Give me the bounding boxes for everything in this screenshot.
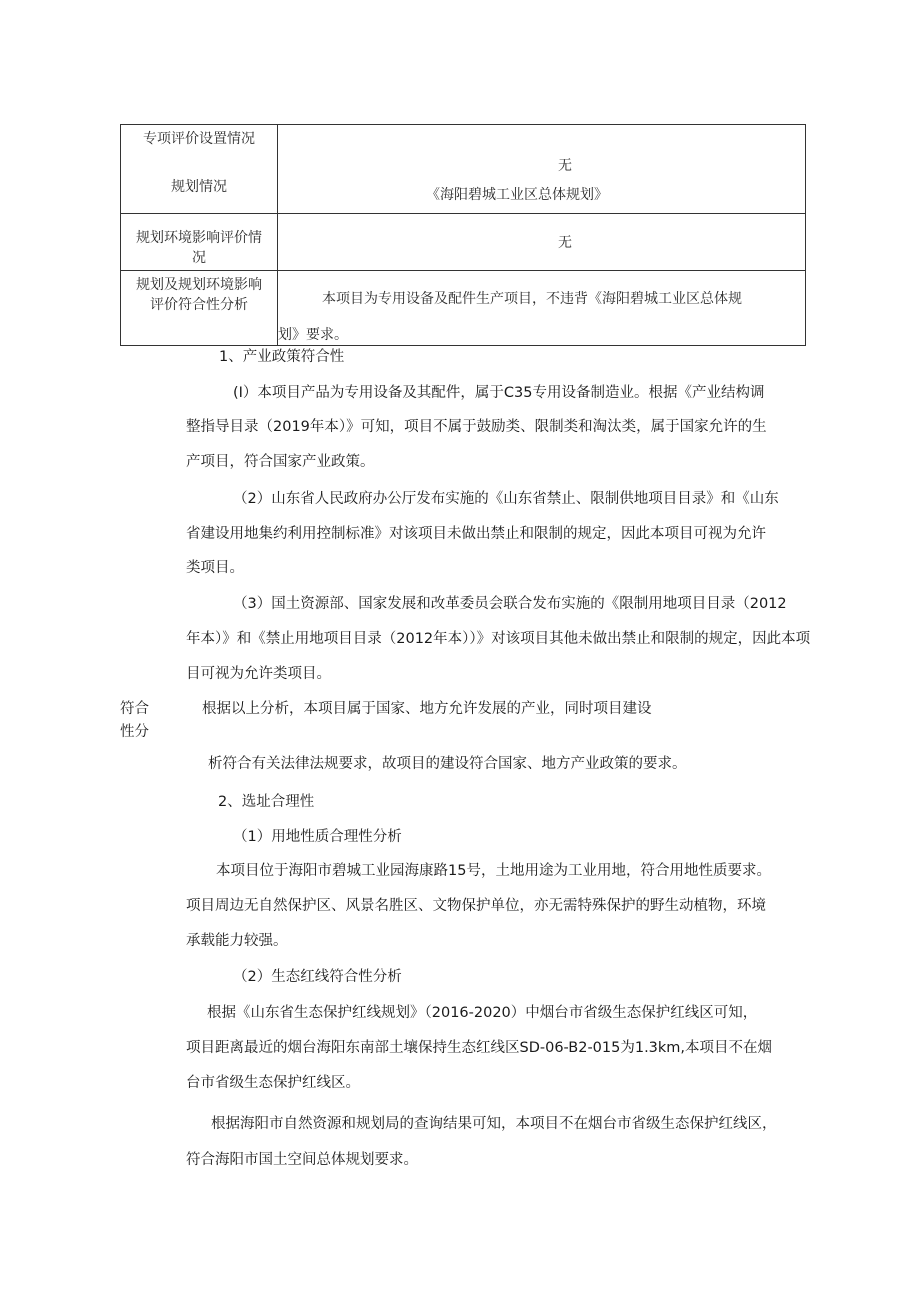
paragraph-line: （3）国土资源部、国家发展和改革委员会联合发布实施的《限制用地项目目录（2012 [233,596,787,612]
paragraph-line: 本项目位于海阳市碧城工业园海康路15号，土地用途为工业用地，符合用地性质要求。 [216,863,771,879]
label-plan-eia-l1: 规划环境影响评价情 [136,230,262,246]
row-label-cell [121,214,278,271]
paragraph-line: 根据《山东省生态保护红线规划》（2016-2020）中烟台市省级生态保护红线区可知， [207,1005,758,1021]
paragraph-line: 整指导目录（2019年本）》可知，项目不属于鼓励类、限制类和淘汰类，属于国家允许的生 [186,419,767,435]
subsection-heading-land-use: （1）用地性质合理性分析 [233,829,402,845]
table-row [121,125,806,214]
subsection-heading-ecological-redline: （2）生态红线符合性分析 [233,969,402,985]
paragraph-line: 根据海阳市自然资源和规划局的查询结果可知，本项目不在烟台市省级生态保护红线区， [211,1116,777,1132]
paragraph-line: 项目周边无自然保护区、风景名胜区、文物保护单位，亦无需特殊保护的野生动植物，环境 [186,898,766,914]
paragraph-line: 类项目。 [186,560,244,576]
row-value-cell [278,214,806,271]
paragraph-line: 省建设用地集约利用控制标准》对该项目未做出禁止和限制的规定，因此本项目可视为允许 [186,526,766,542]
section-heading-site-selection: 2、选址合理性 [218,794,315,810]
paragraph-line: 符合海阳市国土空间总体规划要求。 [186,1152,418,1168]
row-label-cell [121,271,278,346]
label-compliance-l1: 规划及规划环境影响 [136,277,262,293]
paragraph-line: (I）本项目产品为专用设备及其配件，属于C35专用设备制造业。根据《产业结构调 [233,385,765,401]
value-plan-eia: 无 [558,235,572,251]
side-label: 性分 [120,724,149,740]
label-compliance-l2: 评价符合性分析 [150,297,248,313]
paragraph-line: 产项目，符合国家产业政策。 [186,454,375,470]
table-row [121,271,806,346]
paragraph-line: 台市省级生态保护红线区。 [186,1075,360,1091]
table-row [121,214,806,271]
value-special-evaluation: 无 [558,158,572,174]
paragraph-line: 承载能力较强。 [186,933,288,949]
paragraph-line: （2）山东省人民政府办公厅发布实施的《山东省禁止、限制供地项目目录》和《山东 [233,491,779,507]
paragraph-line: 析符合有关法律法规要求，故项目的建设符合国家、地方产业政策的要求。 [208,756,687,772]
row-value-cell [278,271,806,346]
paragraph-line: 年本）》和《禁止用地项目目录（2012年本））》对该项目其他未做出禁止和限制的规定，因此本项 [186,631,811,647]
paragraph-line: 项目距离最近的烟台海阳东南部土壤保持生态红线区SD-06-B2-015为1.3km,本项目不在烟 [186,1040,773,1056]
row-label-cell [121,125,278,214]
label-special-evaluation: 专项评价设置情况 [143,131,255,147]
label-plan-eia-l2: 况 [192,250,206,266]
label-planning: 规划情况 [171,179,227,195]
paragraph-line: 目可视为允许类项目。 [186,666,331,682]
project-info-table [120,124,806,346]
row-value-cell [278,125,806,214]
value-planning: 《海阳碧城工业区总体规划》 [426,187,608,203]
paragraph-line: 根据以上分析，本项目属于国家、地方允许发展的产业，同时项目建设 [202,701,652,717]
value-compliance-l1: 本项目为专用设备及配件生产项目，不违背《海阳碧城工业区总体规 [322,291,742,307]
section-heading-industry-policy: 1、产业政策符合性 [219,349,345,365]
side-label: 符合 [120,701,149,717]
value-compliance-l2: 划》要求。 [278,327,348,343]
